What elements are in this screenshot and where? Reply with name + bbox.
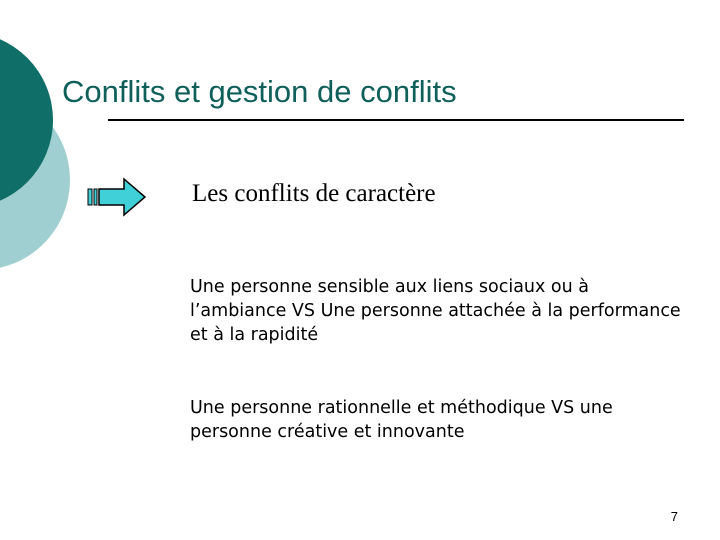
arrow-right-icon [86,176,148,218]
slide-subtitle: Les conflits de caractère [192,180,436,207]
paragraph-2: Une personne rationnelle et méthodique VS une personne créative et innovante [190,398,613,442]
page-number: 7 [670,509,678,524]
paragraph-1: Une personne sensible aux liens sociaux ou à l’ambiance VS Une personne attachée à la performance et à la rapidité [190,277,681,345]
slide-title: Conflits et gestion de conflits [62,74,457,109]
title-underline [108,119,684,121]
decorative-circles [0,0,120,300]
